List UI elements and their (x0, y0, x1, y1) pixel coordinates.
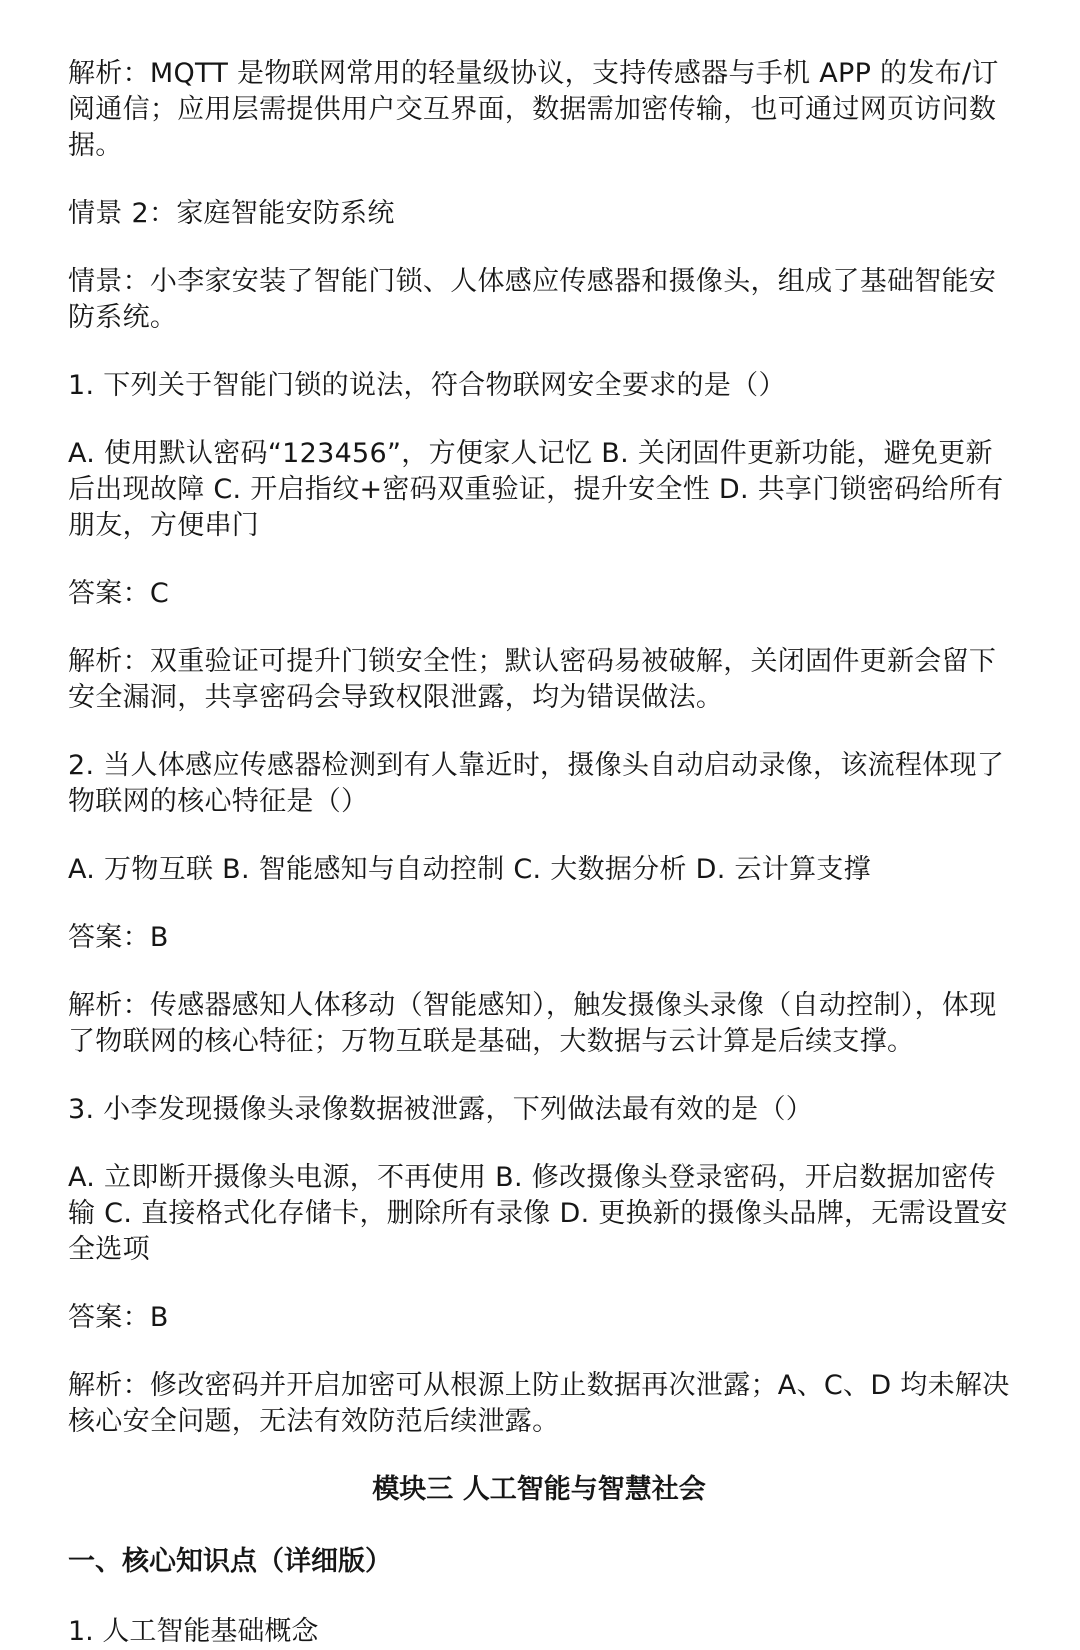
question-1-options: A. 使用默认密码“123456”，方便家人记忆 B. 关闭固件更新功能，避免更新后出现故障 C. 开启指纹+密码双重验证，提升安全性 D. 共享门锁密码给所有朋友，方便串门 (68, 438, 1004, 541)
question-1-analysis: 解析：双重验证可提升门锁安全性；默认密码易被破解，关闭固件更新会留下安全漏洞，共享密码会导致权限泄露，均为错误做法。 (68, 646, 997, 713)
knowledge-item-1: 1. 人工智能基础概念 (68, 1616, 319, 1647)
question-3-analysis: 解析：修改密码并开启加密可从根源上防止数据再次泄露；A、C、D 均未解决核心安全问题，无法有效防范后续泄露。 (68, 1370, 1010, 1437)
question-3: 3. 小李发现摄像头录像数据被泄露，下列做法最有效的是（） (68, 1094, 814, 1125)
question-2-options: A. 万物互联 B. 智能感知与自动控制 C. 大数据分析 D. 云计算支撑 (68, 854, 871, 885)
question-3-options: A. 立即断开摄像头电源，不再使用 B. 修改摄像头登录密码，开启数据加密传输 C. 直接格式化存储卡，删除所有录像 D. 更换新的摄像头品牌，无需设置安全选项 (68, 1162, 1008, 1265)
question-1: 1. 下列关于智能门锁的说法，符合物联网安全要求的是（） (68, 370, 786, 401)
question-2-analysis: 解析：传感器感知人体移动（智能感知），触发摄像头录像（自动控制），体现了物联网的核心特征；万物互联是基础，大数据与云计算是后续支撑。 (68, 990, 997, 1057)
question-2: 2. 当人体感应传感器检测到有人靠近时，摄像头自动启动录像，该流程体现了物联网的核心特征是（） (68, 750, 1005, 817)
question-1-answer: 答案：C (68, 578, 170, 609)
scenario-2-title: 情景 2：家庭智能安防系统 (68, 198, 395, 229)
question-2-answer: 答案：B (68, 922, 169, 953)
analysis-mqtt-paragraph: 解析：MQTT 是物联网常用的轻量级协议，支持传感器与手机 APP 的发布/订阅通信；应用层需提供用户交互界面，数据需加密传输，也可通过网页访问数据。 (68, 58, 999, 161)
module-3-title: 模块三 人工智能与智慧社会 (372, 1474, 706, 1505)
question-3-answer: 答案：B (68, 1302, 169, 1333)
section-1-title: 一、核心知识点（详细版） (68, 1546, 392, 1577)
scenario-2-description: 情景：小李家安装了智能门锁、人体感应传感器和摄像头，组成了基础智能安防系统。 (68, 266, 997, 333)
